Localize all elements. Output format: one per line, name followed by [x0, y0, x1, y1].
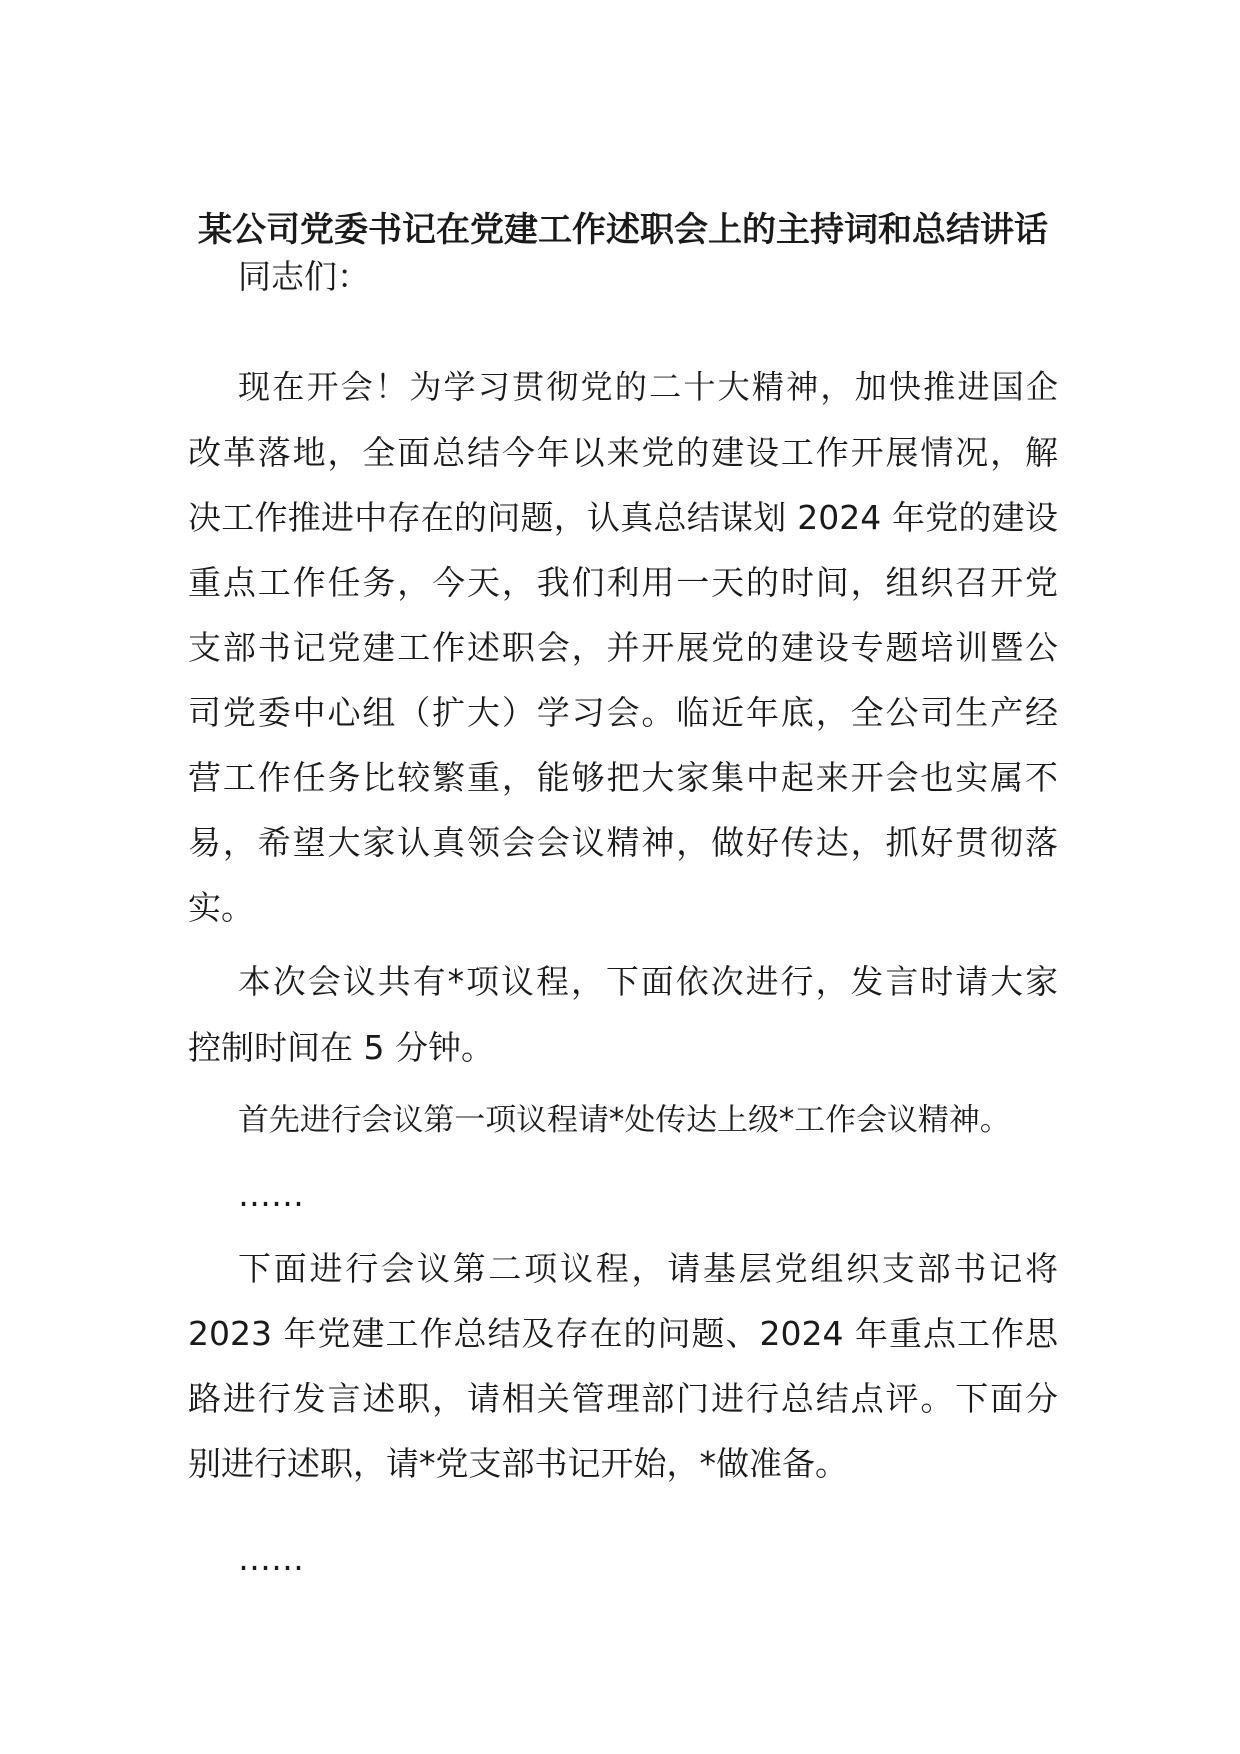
- document-page: [188, 0, 1058, 1754]
- paragraph-opening: [188, 355, 1058, 940]
- paragraph-item-two: [188, 1236, 1058, 1496]
- paragraph-line: 别进行述职，请*党支部书记开始，*做准备。: [188, 1444, 848, 1483]
- paragraph-line: 首先进行会议第一项议程请*处传达上级*工作会议精神。: [238, 1102, 1011, 1138]
- paragraph-line: 决工作推进中存在的问题，认真总结谋划 2024 年党的建设: [188, 498, 1058, 537]
- paragraph-line: 支部书记党建工作述职会，并开展党的建设专题培训暨公: [188, 628, 1058, 667]
- paragraph-line: 同志们：: [238, 257, 370, 296]
- paragraph-line: 营工作任务比较繁重，能够把大家集中起来开会也实属不: [188, 758, 1058, 797]
- paragraph-line: 现在开会！为学习贯彻党的二十大精神，加快推进国企: [238, 368, 1058, 406]
- paragraph-item-one: [188, 1088, 1058, 1153]
- paragraph-line: 改革落地，全面总结今年以来党的建设工作开展情况，解: [188, 433, 1058, 472]
- paragraph-line: 控制时间在 5 分钟。: [188, 1028, 494, 1067]
- paragraph-line: 本次会议共有*项议程，下面依次进行，发言时请大家: [238, 963, 1058, 1001]
- paragraph-line: ……: [238, 1539, 304, 1578]
- paragraph-line: 下面进行会议第二项议程，请基层党组织支部书记将: [238, 1249, 1058, 1288]
- paragraph-line: 实。: [188, 888, 254, 927]
- paragraph-line: ……: [238, 1175, 304, 1214]
- document-title: 某公司党委书记在党建工作述职会上的主持词和总结讲话: [198, 210, 1048, 250]
- paragraph-line: 重点工作任务，今天，我们利用一天的时间，组织召开党: [188, 563, 1058, 602]
- paragraph-salutation: [188, 244, 1058, 309]
- paragraph-ellipsis: [188, 1162, 1058, 1227]
- paragraph-agenda: [188, 950, 1058, 1080]
- paragraph-line: 易，希望大家认真领会会议精神，做好传达，抓好贯彻落: [188, 823, 1058, 862]
- paragraph-ellipsis: [188, 1526, 1058, 1591]
- paragraph-line: 2023 年党建工作总结及存在的问题、2024 年重点工作思: [188, 1314, 1058, 1353]
- paragraph-line: 司党委中心组（扩大）学习会。临近年底，全公司生产经: [188, 693, 1058, 732]
- paragraph-line: 路进行发言述职，请相关管理部门进行总结点评。下面分: [188, 1379, 1058, 1418]
